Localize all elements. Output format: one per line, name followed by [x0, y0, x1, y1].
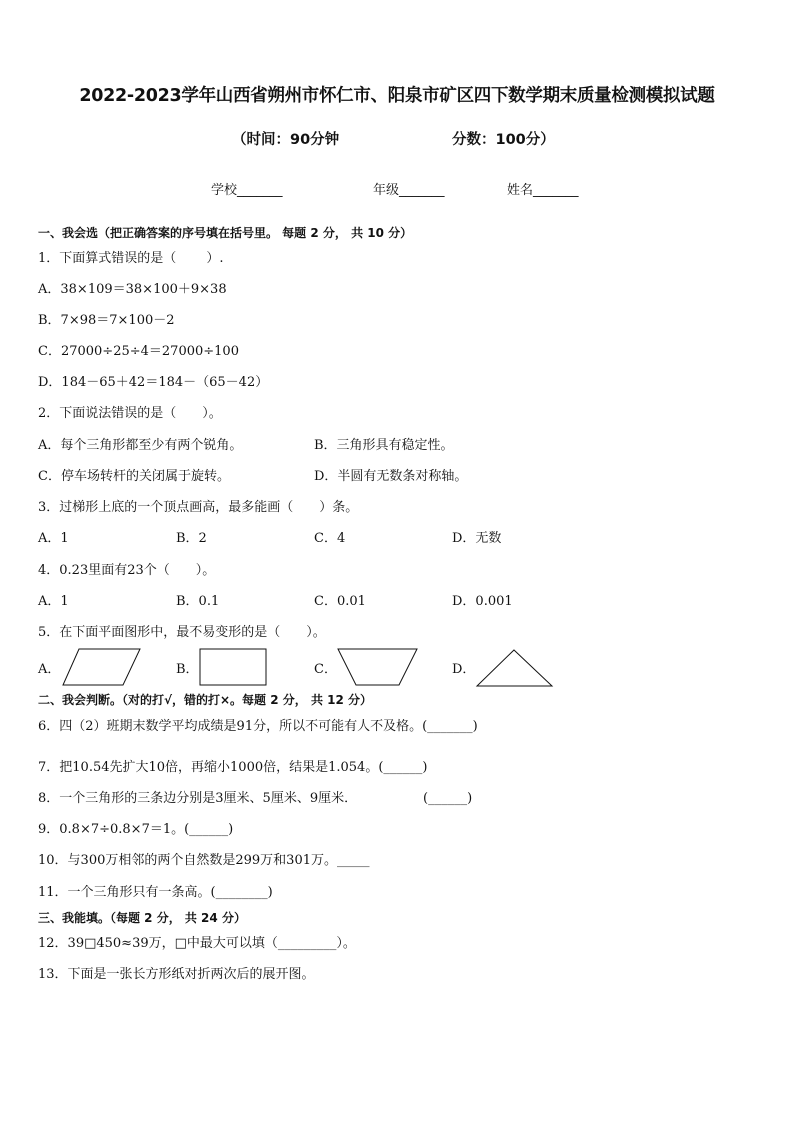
question-10: 10．与300万相邻的两个自然数是299万和301万。_____ [38, 853, 370, 868]
question-8: 8．一个三角形的三条边分别是3厘米、5厘米、9厘米． [38, 791, 358, 806]
question-4-option-c: C．0.01 [314, 594, 366, 609]
question-13: 13．下面是一张长方形纸对折两次后的展开图。 [38, 967, 315, 982]
question-12: 12．39□450≈39万，□中最大可以填（_________）。 [38, 936, 356, 951]
question-3-stem: 3．过梯形上底的一个顶点画高，最多能画（ ）条。 [38, 500, 359, 515]
question-2-stem: 2．下面说法错误的是（ ）。 [38, 406, 222, 421]
question-5-option-d: D． [452, 662, 476, 677]
question-1-option-c: C．27000÷25÷4＝27000÷100 [38, 344, 239, 359]
question-6: 6．四（2）班期末数学平均成绩是91分，所以不可能有人不及格。(_______) [38, 719, 478, 734]
page-title: 2022-2023学年山西省朔州市怀仁市、阳泉市矿区四下数学期末质量检测模拟试题 [79, 86, 715, 106]
question-4-option-a: A．1 [38, 594, 69, 609]
question-5-option-c: C． [314, 662, 337, 677]
question-7: 7．把10.54先扩大10倍，再缩小1000倍，结果是1.054。(______) [38, 760, 428, 775]
question-1-stem: 1．下面算式错误的是（ ）. [38, 251, 224, 266]
question-4-option-b: B．0.1 [176, 594, 220, 609]
section-1-heading: 一、我会选（把正确答案的序号填在括号里。 每题 2 分， 共 10 分） [38, 226, 413, 240]
question-2-option-b: B．三角形具有稳定性。 [314, 438, 454, 453]
question-1-option-d: D．184－65＋42＝184－（65－42） [38, 375, 269, 390]
triangle-figure [476, 649, 554, 689]
question-3-option-b: B．2 [176, 531, 207, 546]
question-3-option-a: A．1 [38, 531, 69, 546]
question-4-stem: 4．0.23里面有23个（ ）。 [38, 563, 216, 578]
question-11: 11．一个三角形只有一条高。(________) [38, 885, 273, 900]
section-3-heading: 三、我能填。（每题 2 分， 共 24 分） [38, 911, 246, 925]
school-field: 学校_______ [211, 183, 283, 198]
question-2-option-c: C．停车场转杆的关闭属于旋转。 [38, 469, 230, 484]
question-9: 9．0.8×7÷0.8×7＝1。(______) [38, 822, 234, 837]
name-field: 姓名_______ [507, 183, 579, 198]
question-1-option-b: B．7×98＝7×100－2 [38, 313, 175, 328]
exam-time: （时间：90分钟 [232, 132, 340, 148]
question-3-option-d: D．无数 [452, 531, 502, 546]
exam-score: 分数：100分） [452, 132, 555, 148]
section-2-heading: 二、我会判断。（对的打√，错的打×。每题 2 分， 共 12 分） [38, 693, 372, 707]
question-8-answer-blank: (______) [423, 791, 473, 806]
question-5-option-b: B． [176, 662, 199, 677]
question-5-option-a: A． [38, 662, 61, 677]
parallelogram-figure [62, 647, 142, 689]
question-1-option-a: A．38×109＝38×100＋9×38 [38, 282, 227, 297]
question-3-option-c: C．4 [314, 531, 346, 546]
question-2-option-d: D．半圆有无数条对称轴。 [314, 469, 468, 484]
question-5-stem: 5．在下面平面图形中，最不易变形的是（ ）。 [38, 625, 326, 640]
question-2-option-a: A．每个三角形都至少有两个锐角。 [38, 438, 243, 453]
trapezoid-figure [337, 648, 419, 688]
question-4-option-d: D．0.001 [452, 594, 513, 609]
rectangle-figure [199, 648, 269, 688]
grade-field: 年级_______ [373, 183, 445, 198]
